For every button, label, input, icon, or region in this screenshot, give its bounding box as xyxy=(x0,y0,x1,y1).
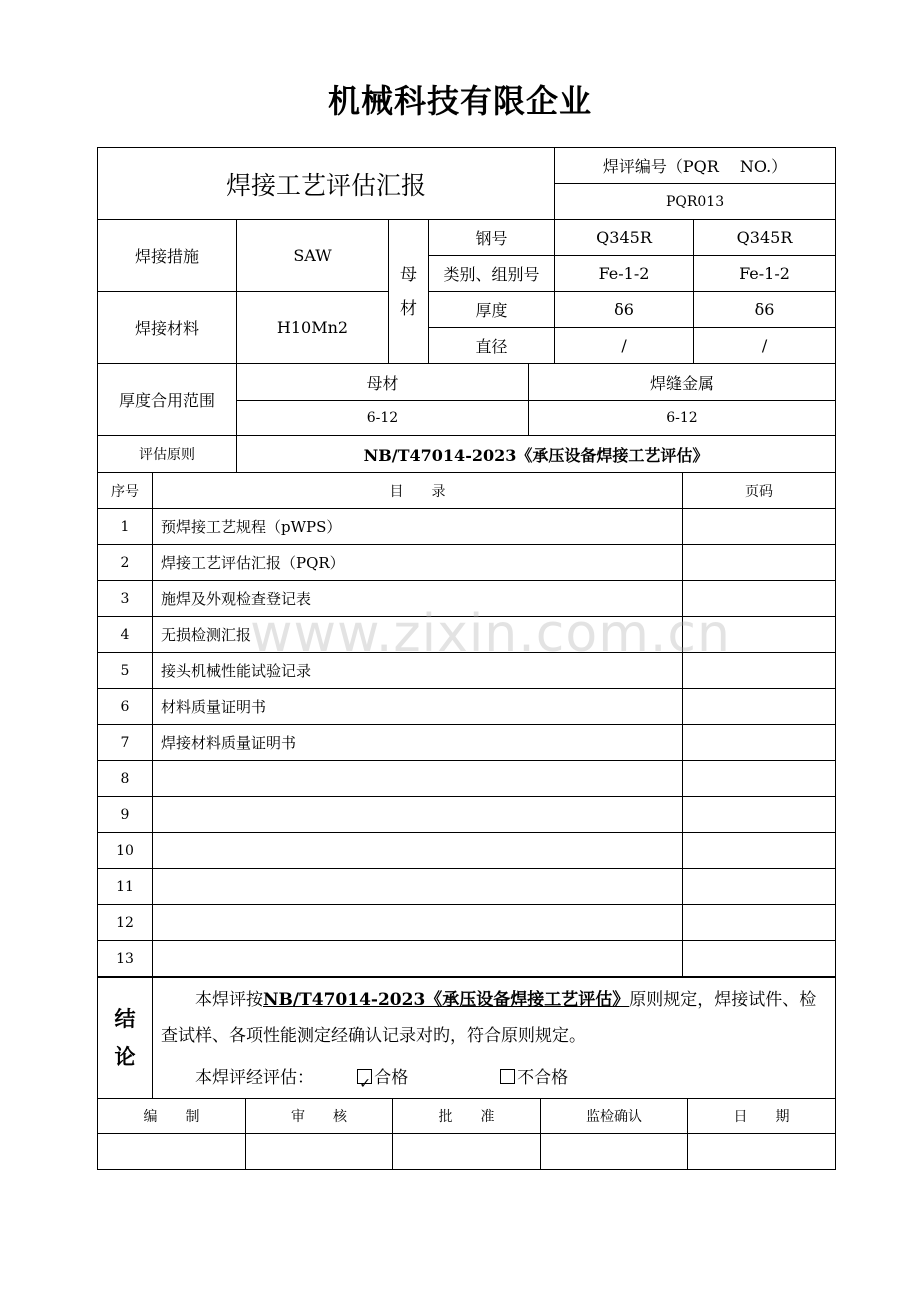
thickness-range-label: 厚度合用范围 xyxy=(98,364,237,436)
contents-row-no: 2 xyxy=(98,545,153,581)
signature-date-label: 日 期 xyxy=(688,1099,836,1134)
steel-grade-value-1: Q345R xyxy=(555,220,694,256)
thickness-base-value: 6-12 xyxy=(237,401,529,436)
group-number-value-2: Fe-1-2 xyxy=(694,256,836,292)
contents-row-title xyxy=(153,869,683,905)
contents-row-title xyxy=(153,797,683,833)
diameter-value-2: / xyxy=(694,328,836,364)
contents-row xyxy=(98,725,836,761)
contents-row-page[interactable] xyxy=(683,617,836,653)
contents-row-title: 材料质量证明书 xyxy=(153,689,683,725)
pqr-header-table xyxy=(97,147,836,364)
fail-checkbox-icon[interactable] xyxy=(500,1069,515,1084)
contents-row xyxy=(98,689,836,725)
welding-material-label: 焊接材料 xyxy=(98,292,237,364)
standard-label: 评估原则 xyxy=(98,436,237,473)
contents-row-no: 12 xyxy=(98,905,153,941)
conclusion-text-after: 原则规定，焊接试件、检查试样、各项性能测定经确认记录对旳，符合原则规定。 xyxy=(161,990,817,1046)
group-number-label: 类别、组别号 xyxy=(429,256,555,292)
signature-inspection-label: 监检确认 xyxy=(541,1099,688,1134)
contents-row xyxy=(98,869,836,905)
signature-approved-label: 批 准 xyxy=(393,1099,541,1134)
contents-body xyxy=(98,509,836,977)
signature-table xyxy=(97,1098,836,1170)
conclusion-standard: NB/T47014-2023《承压设备焊接工艺评估》 xyxy=(263,990,630,1010)
contents-row-no: 4 xyxy=(98,617,153,653)
contents-row-no: 9 xyxy=(98,797,153,833)
standard-value: NB/T47014-2023《承压设备焊接工艺评估》 xyxy=(237,436,836,473)
contents-row-title: 无损检测汇报 xyxy=(153,617,683,653)
contents-row xyxy=(98,653,836,689)
contents-row-no: 13 xyxy=(98,941,153,977)
conclusion-table xyxy=(97,977,836,1099)
contents-row xyxy=(98,905,836,941)
contents-row-page[interactable] xyxy=(683,869,836,905)
fail-label: 不合格 xyxy=(517,1068,569,1088)
group-number-value-1: Fe-1-2 xyxy=(555,256,694,292)
pass-checkbox-icon[interactable] xyxy=(357,1069,372,1084)
contents-row-page[interactable] xyxy=(683,833,836,869)
report-title: 焊接工艺评估汇报 xyxy=(98,148,555,220)
contents-row-title xyxy=(153,761,683,797)
contents-row xyxy=(98,545,836,581)
contents-row-no: 3 xyxy=(98,581,153,617)
contents-row-no: 11 xyxy=(98,869,153,905)
contents-row xyxy=(98,833,836,869)
contents-row-title: 焊接材料质量证明书 xyxy=(153,725,683,761)
contents-row-title xyxy=(153,941,683,977)
contents-row-page[interactable] xyxy=(683,509,836,545)
contents-row xyxy=(98,797,836,833)
contents-row xyxy=(98,761,836,797)
contents-row-title xyxy=(153,833,683,869)
base-metal-label: 母 材 xyxy=(389,220,429,364)
conclusion-result-label: 本焊评经评估： xyxy=(195,1068,314,1088)
conclusion-text xyxy=(153,978,836,1099)
contents-row-page[interactable] xyxy=(683,689,836,725)
contents-row-title: 施焊及外观检查登记表 xyxy=(153,581,683,617)
conclusion-side-label: 结 论 xyxy=(98,978,153,1099)
welding-material-value: H10Mn2 xyxy=(237,292,389,364)
watermark: www.zixin.com.cn xyxy=(250,604,731,664)
contents-row xyxy=(98,509,836,545)
steel-grade-label: 钢号 xyxy=(429,220,555,256)
conclusion-text-before: 本焊评按 xyxy=(195,990,263,1010)
pqr-no-value: PQR013 xyxy=(555,184,836,220)
contents-row-page[interactable] xyxy=(683,545,836,581)
diameter-value-1: / xyxy=(555,328,694,364)
contents-col-page: 页码 xyxy=(683,473,836,509)
thickness-value-1: δ6 xyxy=(555,292,694,328)
thickness-range-table xyxy=(97,363,836,473)
steel-grade-value-2: Q345R xyxy=(694,220,836,256)
company-title: 机械科技有限企业 xyxy=(327,82,592,120)
signature-reviewed-field[interactable] xyxy=(246,1134,393,1170)
contents-row-page[interactable] xyxy=(683,653,836,689)
signature-inspection-field[interactable] xyxy=(541,1134,688,1170)
signature-reviewed-label: 审 核 xyxy=(246,1099,393,1134)
pass-label: 合格 xyxy=(374,1068,409,1088)
welding-method-label: 焊接措施 xyxy=(98,220,237,292)
contents-row-page[interactable] xyxy=(683,725,836,761)
contents-row xyxy=(98,941,836,977)
signature-date-field[interactable] xyxy=(688,1134,836,1170)
contents-row-title xyxy=(153,905,683,941)
contents-col-no: 序号 xyxy=(98,473,153,509)
diameter-label: 直径 xyxy=(429,328,555,364)
thickness-weld-label: 焊缝金属 xyxy=(529,364,836,401)
contents-row-page[interactable] xyxy=(683,581,836,617)
contents-row-no: 5 xyxy=(98,653,153,689)
contents-row-no: 1 xyxy=(98,509,153,545)
contents-row-title: 预焊接工艺规程（pWPS） xyxy=(153,509,683,545)
signature-prepared-label: 编 制 xyxy=(98,1099,246,1134)
contents-row-page[interactable] xyxy=(683,797,836,833)
contents-row xyxy=(98,581,836,617)
contents-row-no: 7 xyxy=(98,725,153,761)
signature-approved-field[interactable] xyxy=(393,1134,541,1170)
contents-table xyxy=(97,472,836,977)
contents-col-title: 目 录 xyxy=(153,473,683,509)
contents-row-page[interactable] xyxy=(683,941,836,977)
contents-row-title: 焊接工艺评估汇报（PQR） xyxy=(153,545,683,581)
signature-prepared-field[interactable] xyxy=(98,1134,246,1170)
thickness-weld-value: 6-12 xyxy=(529,401,836,436)
thickness-label: 厚度 xyxy=(429,292,555,328)
contents-row-no: 10 xyxy=(98,833,153,869)
welding-method-value: SAW xyxy=(237,220,389,292)
thickness-base-label: 母材 xyxy=(237,364,529,401)
contents-row-no: 8 xyxy=(98,761,153,797)
pqr-no-label: 焊评编号（PQR NO.） xyxy=(555,148,836,184)
contents-row-title: 接头机械性能试验记录 xyxy=(153,653,683,689)
contents-row xyxy=(98,617,836,653)
contents-row-page[interactable] xyxy=(683,761,836,797)
contents-row-no: 6 xyxy=(98,689,153,725)
contents-row-page[interactable] xyxy=(683,905,836,941)
thickness-value-2: δ6 xyxy=(694,292,836,328)
